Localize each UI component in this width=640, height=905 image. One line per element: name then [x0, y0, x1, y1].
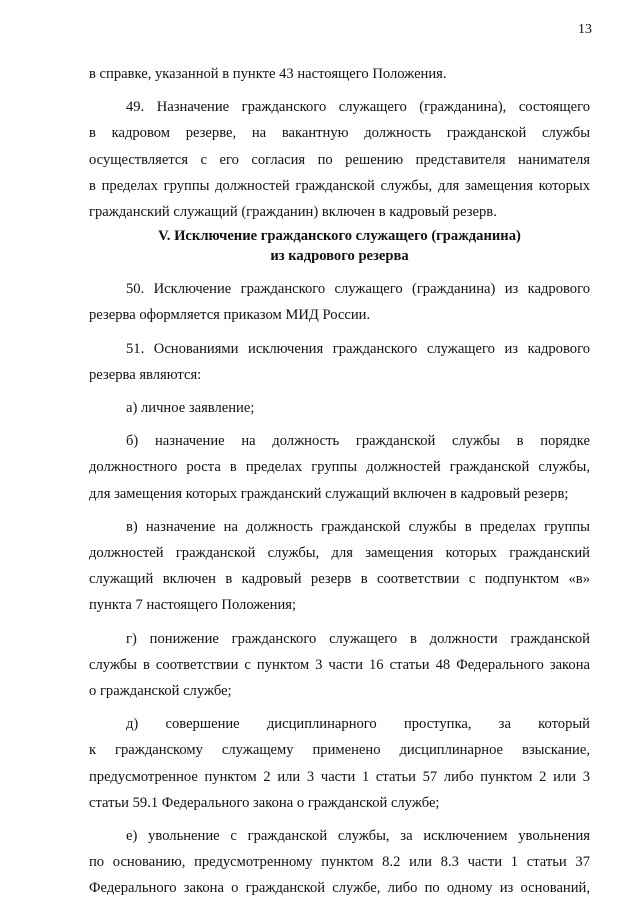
page-number: 13 — [578, 22, 592, 37]
paragraph-continuation — [89, 61, 590, 87]
text-line: для замещения которых гражданский служащий включен в кадровый резерв; — [89, 485, 569, 502]
text-line: 49. Назначение гражданского служащего (гражданина), состоящего — [126, 99, 590, 116]
paragraph-51 — [89, 336, 590, 388]
list-item-d — [89, 711, 590, 816]
text-line: 50. Исключение гражданского служащего (гражданина) из кадрового — [126, 281, 590, 298]
text-line: пункта 7 настоящего Положения; — [89, 597, 297, 614]
text-line: резерва оформляется приказом МИД России. — [89, 307, 371, 324]
text-line: г) понижение гражданского служащего в должности гражданской — [126, 630, 590, 647]
text-line: предусмотренное пунктом 2 или 3 части 1 статьи 57 либо пунктом 2 или 3 — [89, 768, 590, 785]
text-line: по основанию, предусмотренному пунктом 8.2 или 8.3 части 1 статьи 37 — [89, 854, 590, 871]
text-line: в справке, указанной в пункте 43 настоящего Положения. — [89, 66, 447, 82]
list-item-a — [89, 395, 590, 421]
paragraph-50 — [89, 276, 590, 328]
text-line: в пределах группы должностей гражданской службы, для замещения которых — [89, 177, 590, 194]
text-line: Федерального закона о гражданской службе, либо по одному из оснований, — [89, 880, 590, 897]
text-line: резерва являются: — [89, 366, 202, 383]
text-line: 51. Основаниями исключения гражданского служащего из кадрового — [126, 340, 590, 357]
text-line: о гражданской службе; — [89, 683, 232, 700]
text-line: должностного роста в пределах группы должностей гражданской службы, — [89, 459, 590, 476]
section-heading-line-2: из кадрового резерва — [270, 248, 409, 265]
paragraph-49 — [89, 94, 590, 225]
document-body — [89, 61, 590, 902]
text-line: а) личное заявление; — [126, 400, 255, 417]
list-item-v — [89, 514, 590, 619]
text-line: б) назначение на должность гражданской службы в порядке — [126, 433, 590, 450]
text-line: служащий включен в кадровый резерв в соответствии с подпунктом «в» — [89, 571, 590, 588]
list-item-b — [89, 428, 590, 507]
text-line: осуществляется с его согласия по решению представителя нанимателя — [89, 151, 590, 168]
section-heading-line-1: V. Исключение гражданского служащего (гражданина) — [158, 228, 521, 245]
section-heading — [89, 226, 590, 266]
text-line: к гражданскому служащему применено дисциплинарное взыскание, — [89, 742, 590, 759]
text-line: е) увольнение с гражданской службы, за исключением увольнения — [126, 828, 590, 845]
text-line: гражданский служащий (гражданин) включен в кадровый резерв. — [89, 204, 497, 221]
text-line: службы в соответствии с пунктом 3 части 16 статьи 48 Федерального закона — [89, 656, 590, 673]
text-line: д) совершение дисциплинарного проступка, за который — [126, 716, 590, 733]
list-item-e — [89, 823, 590, 902]
text-line: статьи 59.1 Федерального закона о гражданской службе; — [89, 794, 440, 811]
text-line: должностей гражданской службы, для замещения которых гражданский — [89, 545, 590, 562]
text-line: в кадровом резерве, на вакантную должность гражданской службы — [89, 125, 590, 142]
list-item-g — [89, 626, 590, 705]
text-line: в) назначение на должность гражданской службы в пределах группы — [126, 518, 590, 535]
